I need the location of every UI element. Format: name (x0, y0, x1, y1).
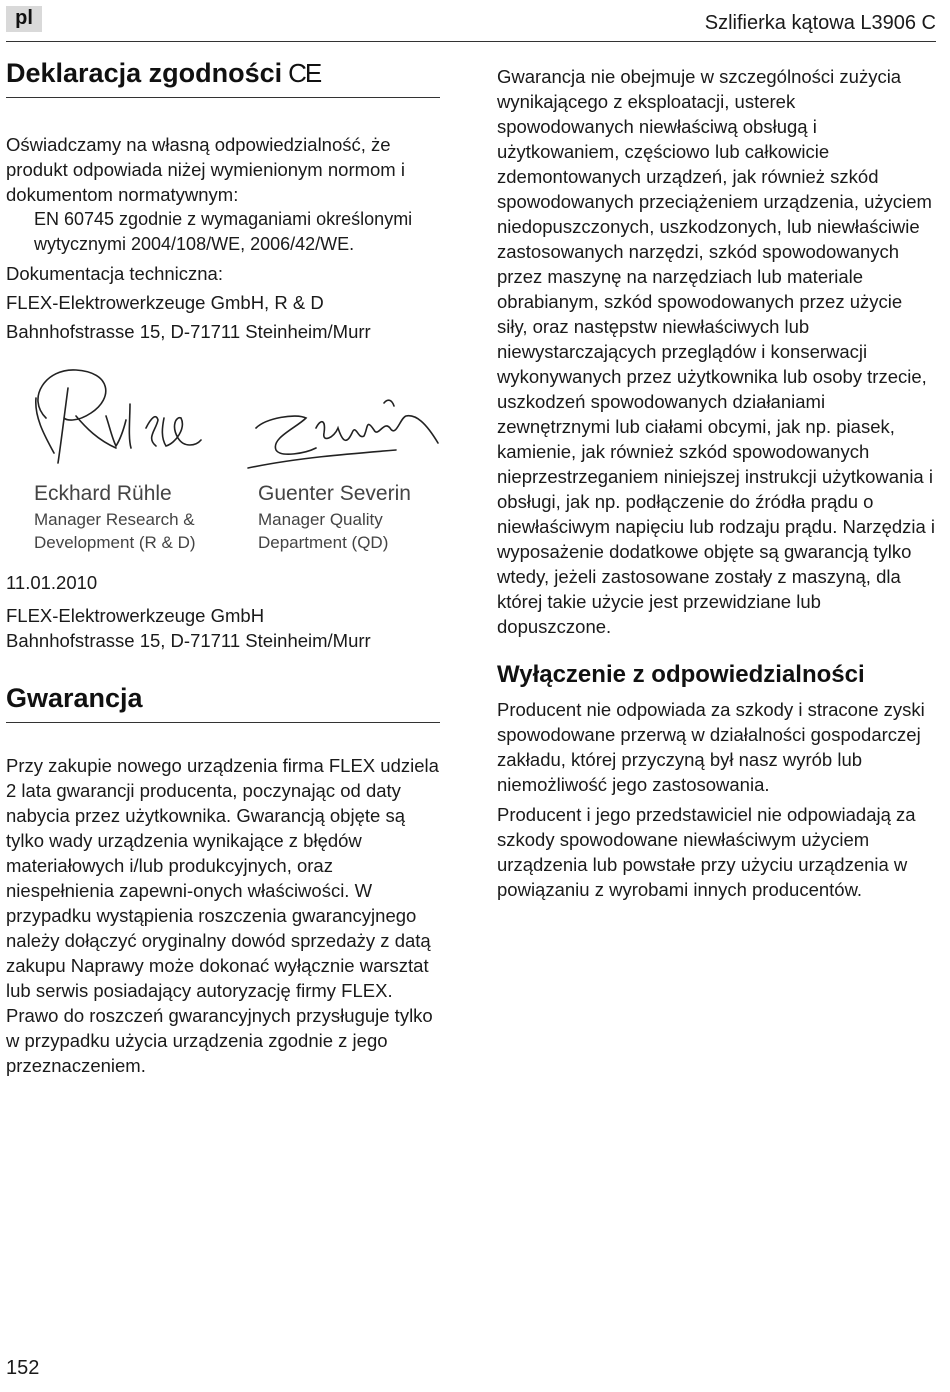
signatory-role-line2: Department (QD) (258, 533, 389, 552)
header-divider (6, 41, 936, 42)
warranty-body: Przy zakupie nowego urządzenia firma FLEX udziela 2 lata gwarancji producenta, poczynając od daty nabycia przez użytkownika. Gwarancją objęte są tylko wady urządzenia wynikające z błędów materiałowych i/lub produkcyjnych, oraz niespełnienia zapewni-onych właściwości. W przypadku wystąpienia roszczenia gwarancyjnego należy dołączyć oryginalny dowód sprzedaży z datą zakupu Naprawy może dokonać wyłącznie warsztat lub serwis posiadający autoryzację firmy FLEX. Prawo do roszczeń gwarancyjnych przysługuje tylko w przypadku użycia urządzenia zgodnie z jego przeznaczeniem. (6, 755, 439, 1076)
signature-images (6, 358, 440, 483)
tech-doc-company: FLEX-Elektrowerkzeuge GmbH, R & D (6, 292, 324, 313)
signatory-severin (258, 480, 478, 554)
tech-doc-address: Bahnhofstrasse 15, D-71711 Steinheim/Murr (6, 321, 371, 342)
declaration-heading (6, 58, 440, 98)
declaration-heading-text: Deklaracja zgodności (6, 58, 283, 88)
signatory-name: Guenter Severin (258, 482, 411, 505)
signatory-name: Eckhard Rühle (34, 482, 172, 505)
language-badge: pl (6, 6, 42, 32)
right-column (497, 64, 937, 902)
liability-paragraph-2: Producent i jego przedstawiciel nie odpowiadają za szkody spowodowane niewłaściwym użyciem urządzenia lub powstałe przy użyciu urządzenia w powiązaniu z wyrobami innych producentów. (497, 804, 916, 900)
signatory-role-line2: Development (R & D) (34, 533, 196, 552)
signatory-ruehle (34, 480, 254, 554)
signature-severin (248, 400, 438, 468)
liability-heading: Wyłączenie z odpowiedzialności (497, 661, 865, 688)
signature-ruehle (36, 370, 201, 463)
declaration-company: FLEX-Elektrowerkzeuge GmbH (6, 605, 265, 626)
warranty-exclusions-body: Gwarancja nie obejmuje w szczególności zużycia wynikającego z eksploatacji, usterek spowodowanych niewłaściwą obsługą i użytkowaniem, częściowo lub całkowicie zdemontowanych urządzeń, jak również szkód spowodowanych przeciążeniem urządzenia, użyciem niedopuszczonych, uszkodzonych, lub niewłaściwie zastosowanych narzędzi, szkód spowodowanych przez maszynę na narzędziach lub materiale obrabianym, szkód spowodowanych przez użycie siły, oraz następstw niewłaściwych lub niewystarczających przeglądów i konserwacji wykonywanych przez użytkownika lub osoby trzecie, uszkodzeń spowodowanych działaniami zewnętrznymi lub ciałami obcymi, jak np. piasek, kamienie, jak również szkód spowodowanych nieprzestrzeganiem niniejszej instrukcji użytkowania i obsługi, jak np. podłączenie do źródła prądu o niewłaściwym napięciu lub rodzaju prądu. Narzędzia i wyposażenie dodatkowe objęte są gwarancją tylko wtedy, jeżeli zastosowane zostały z maszyną, dla której takie użycie jest przewidziane lub dopuszczone. (497, 66, 936, 637)
declaration-address: Bahnhofstrasse 15, D-71711 Steinheim/Murr (6, 630, 371, 651)
tech-doc-label: Dokumentacja techniczna: (6, 263, 223, 284)
document-title: Szlifierka kątowa L3906 C (704, 12, 936, 34)
signatory-role-line1: Manager Research & (34, 510, 195, 529)
signatory-role-line1: Manager Quality (258, 510, 383, 529)
left-column (6, 58, 440, 1078)
declaration-standards: EN 60745 zgodnie z wymaganiami określonymi wytycznymi 2004/108/WE, 2006/42/WE. (34, 209, 413, 254)
declaration-date: 11.01.2010 (6, 572, 98, 593)
page-number: 152 (6, 1357, 40, 1379)
liability-paragraph-1: Producent nie odpowiada za szkody i stracone zyski spowodowane przerwą w działalności gospodarczej zakładu, której przyczyną był nasz wyrób lub niemożliwość jego zastosowania. (497, 699, 925, 795)
ce-mark-icon: CE (288, 58, 321, 88)
declaration-intro: Oświadczamy na własną odpowiedzialność, że produkt odpowiada niżej wymienionym normom i dokumentom normatywnym: (6, 134, 405, 205)
warranty-heading: Gwarancja (6, 683, 440, 723)
signature-block (6, 358, 440, 568)
